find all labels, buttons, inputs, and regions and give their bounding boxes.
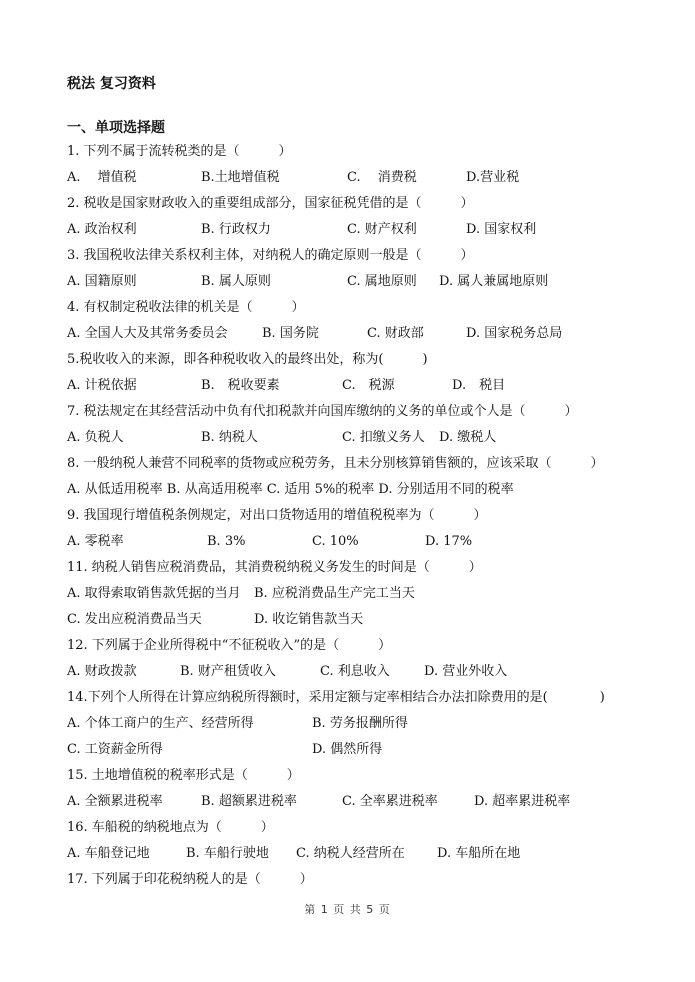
option-15d: D. 超率累进税率: [474, 794, 571, 809]
option-14d: D. 偶然所得: [312, 742, 383, 757]
option-4b: B. 国务院: [262, 326, 319, 341]
option-5a: A. 计税依据: [67, 378, 137, 393]
option-16b: B. 车船行驶地: [186, 846, 269, 861]
option-5c: C. 税源: [342, 378, 395, 393]
option-9c: C. 10%: [312, 534, 359, 549]
option-2a: A. 政治权利: [67, 222, 137, 237]
option-3c: C. 属地原则: [347, 274, 417, 289]
question-5: 5.税收收入的来源，即各种税收收入的最终出处，称为( ): [67, 352, 428, 367]
option-11b: B. 应税消费品生产完工当天: [254, 586, 415, 601]
option-9b: B. 3%: [207, 534, 246, 549]
option-9d: D. 17%: [425, 534, 473, 549]
option-7c: C. 扣缴义务人: [342, 430, 425, 445]
option-16d: D. 车船所在地: [437, 846, 521, 861]
question-15: 15. 土地增值税的税率形式是（ ）: [67, 768, 300, 783]
option-4a: A. 全国人大及其常务委员会: [67, 326, 228, 341]
option-12d: D. 营业外收入: [424, 664, 508, 679]
option-16c: C. 纳税人经营所在: [296, 846, 405, 861]
question-16: 16. 车船税的纳税地点为（ ）: [67, 820, 274, 835]
option-14c: C. 工资薪金所得: [67, 742, 163, 757]
option-11c: C. 发出应税消费品当天: [67, 612, 202, 627]
question-7: 7. 税法规定在其经营活动中负有代扣税款并向国库缴纳的义务的单位或个人是（ ）: [67, 404, 578, 419]
option-1b: B.土地增值税: [201, 170, 280, 185]
option-7a: A. 负税人: [67, 430, 124, 445]
option-12c: C. 利息收入: [320, 664, 390, 679]
option-12a: A. 财政拨款: [67, 664, 137, 679]
option-11d: D. 收讫销售款当天: [254, 612, 364, 627]
question-9: 9. 我国现行增值税条例规定，对出口货物适用的增值税税率为（ ）: [67, 508, 487, 523]
page-footer: 第 1 页 共 5 页: [304, 903, 391, 916]
option-3d: D. 属人兼属地原则: [439, 274, 549, 289]
question-1: 1. 下列不属于流转税类的是（ ）: [67, 144, 292, 159]
option-2c: C. 财产权利: [347, 222, 417, 237]
option-14b: B. 劳务报酬所得: [312, 716, 408, 731]
question-3: 3. 我国税收法律关系权利主体，对纳税人的确定原则一般是（ ）: [67, 248, 474, 263]
question-11: 11. 纳税人销售应税消费品，其消费税纳税义务发生的时间是（ ）: [67, 560, 482, 575]
option-15b: B. 超额累进税率: [201, 794, 297, 809]
option-7b: B. 纳税人: [201, 430, 258, 445]
option-12b: B. 财产租赁收入: [180, 664, 276, 679]
question-2: 2. 税收是国家财政收入的重要组成部分，国家征税凭借的是（ ）: [67, 196, 474, 211]
option-2b: B. 行政权力: [201, 222, 271, 237]
option-16a: A. 车船登记地: [67, 846, 150, 861]
option-4c: C. 财政部: [367, 326, 424, 341]
section-heading: 一、单项选择题: [67, 120, 165, 136]
option-3b: B. 属人原则: [201, 274, 271, 289]
option-4d: D. 国家税务总局: [466, 326, 563, 341]
option-9a: A. 零税率: [67, 534, 124, 549]
option-1a: A. 增值税: [67, 170, 137, 185]
option-1c: C. 消费税: [347, 170, 417, 185]
question-8: 8. 一般纳税人兼营不同税率的货物或应税劳务，且未分别核算销售额的，应该采取（ ）: [67, 456, 604, 471]
option-15a: A. 全额累进税率: [67, 794, 163, 809]
document-title: 税法 复习资料: [67, 76, 156, 92]
option-5b: B. 税收要素: [201, 378, 280, 393]
option-14a: A. 个体工商户的生产、经营所得: [67, 716, 254, 731]
option-5d: D. 税目: [452, 378, 506, 393]
question-17: 17. 下列属于印花税纳税人的是（ ）: [67, 872, 313, 887]
option-8-all: A. 从低适用税率 B. 从高适用税率 C. 适用 5%的税率 D. 分别适用不同的税率: [67, 482, 514, 497]
option-15c: C. 全率累进税率: [342, 794, 438, 809]
option-11a: A. 取得索取销售款凭据的当月: [67, 586, 241, 601]
question-12: 12. 下列属于企业所得税中“不征税收入”的是（ ）: [67, 638, 392, 653]
option-7d: D. 缴税人: [439, 430, 497, 445]
option-2d: D. 国家权利: [466, 222, 537, 237]
question-4: 4. 有权制定税收法律的机关是（ ）: [67, 300, 305, 315]
option-3a: A. 国籍原则: [67, 274, 137, 289]
question-14: 14.下列个人所得在计算应纳税所得额时，采用定额与定率相结合办法扣除费用的是( ): [67, 690, 605, 705]
option-1d: D.营业税: [466, 170, 520, 185]
